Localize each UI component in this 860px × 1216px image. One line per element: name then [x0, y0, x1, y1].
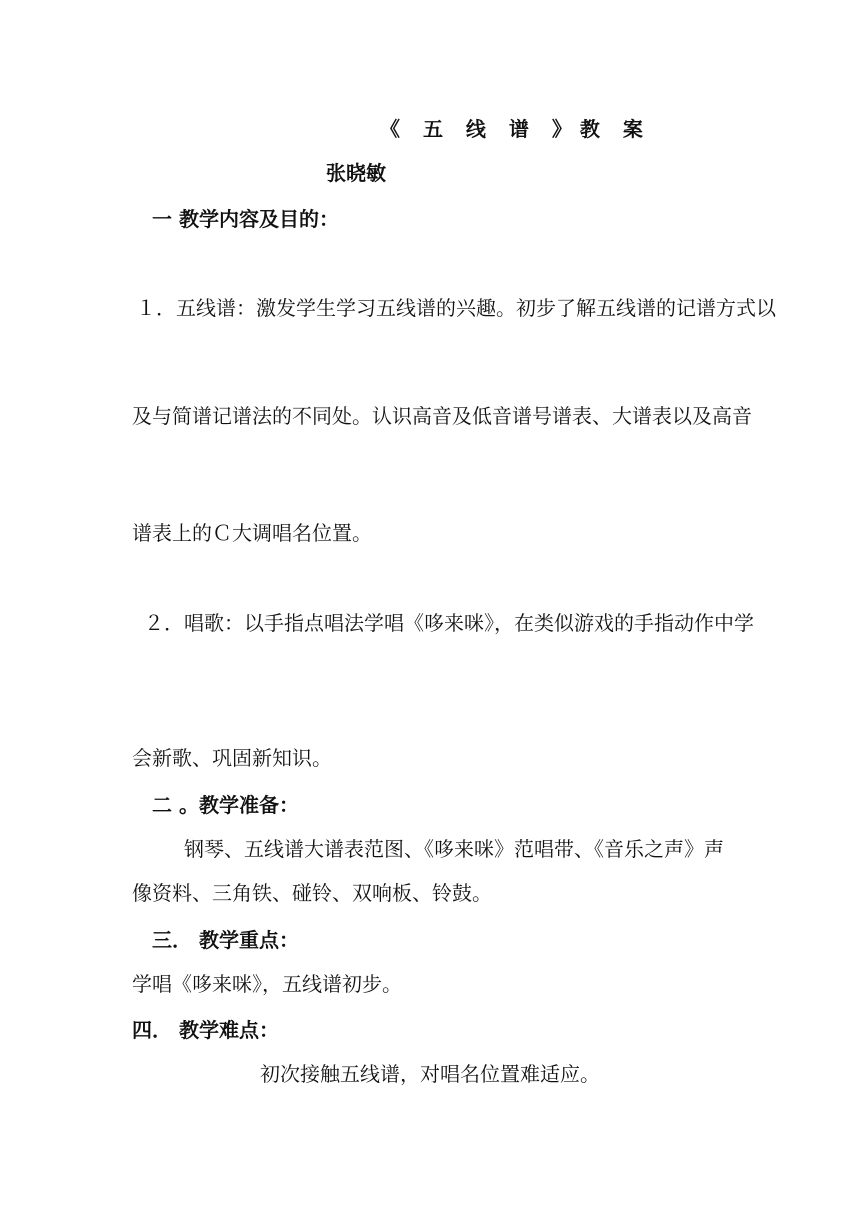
item2-line1: ２．唱歌：以手指点唱法学唱《哆来咪》，在类似游戏的手指动作中学 [144, 611, 754, 635]
item2-line2: 会新歌、巩固新知识。 [132, 746, 332, 770]
item1-line2: 及与简谱记谱法的不同处。认识高音及低音谱号谱表、大谱表以及高音 [132, 404, 752, 428]
item1-line3: 谱表上的Ｃ大调唱名位置。 [132, 521, 372, 545]
focus-text: 学唱《哆来咪》，五线谱初步。 [132, 972, 402, 996]
section-heading-preparation: 二 。教学准备： [152, 793, 299, 817]
preparation-line1: 钢琴、五线谱大谱表范图、《哆来咪》范唱带、《音乐之声》声 [184, 837, 724, 861]
author-name: 张晓敏 [326, 161, 386, 185]
section-heading-content: 一 教学内容及目的： [152, 207, 339, 231]
difficulty-text: 初次接触五线谱，对唱名位置难适应。 [260, 1062, 600, 1086]
section-heading-difficulty: 四． 教学难点： [132, 1018, 279, 1042]
preparation-line2: 像资料、三角铁、碰铃、双响板、铃鼓。 [132, 881, 492, 905]
item1-line1: １．五线谱：激发学生学习五线谱的兴趣。初步了解五线谱的记谱方式以 [136, 296, 776, 320]
document-title: 《 五 线 谱 》教 案 [380, 117, 651, 141]
section-heading-focus: 三． 教学重点： [152, 928, 299, 952]
